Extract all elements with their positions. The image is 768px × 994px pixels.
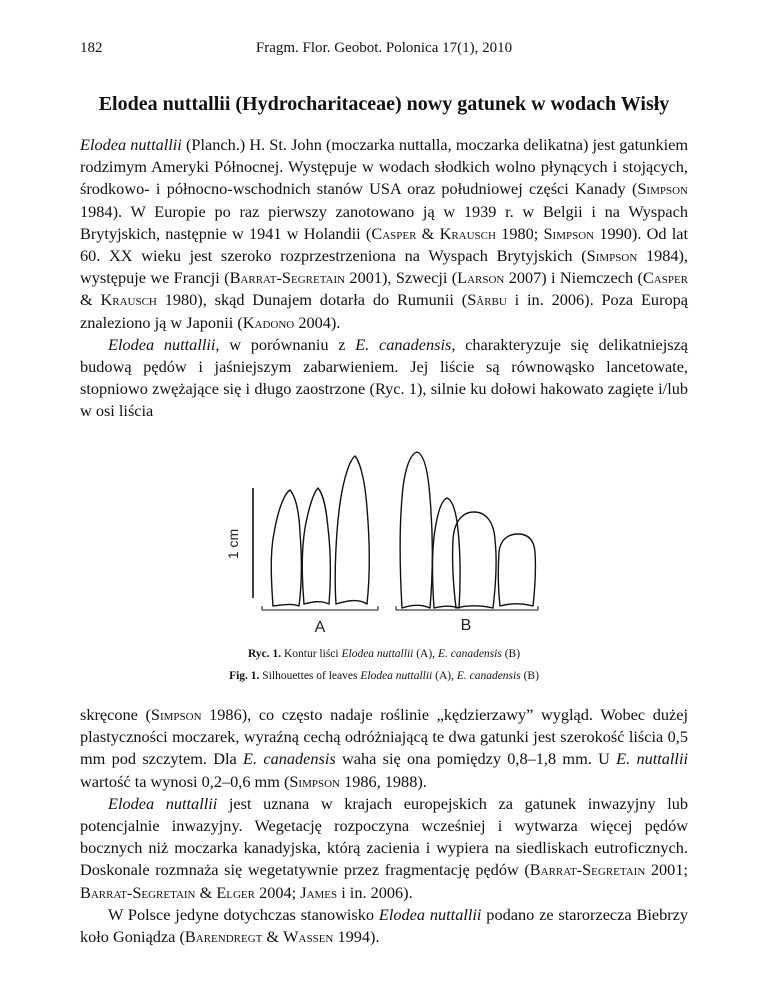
article-title: Elodea nuttallii (Hydrocharitaceae) nowy gatunek w wodach Wisły bbox=[98, 93, 670, 115]
leaf-a3 bbox=[335, 456, 369, 604]
leaf-silhouettes-drawing bbox=[80, 448, 688, 644]
figure-caption-polish: Ryc. 1. Kontur liści Elodea nuttallii (A), E. canadensis (B) bbox=[247, 648, 521, 660]
paragraph-1: Elodea nuttallii (Planch.) H. St. John (moczarka nuttalla, moczarka delikatna) jest gatunkiem rodzimym Ameryki Północnej. Występuje w wodach słodkich wolno płynących i stojących, środkowo- i północno-wschodnich stanów USA oraz południowej części Kanady (Simpson 1984). W Europie po raz pierwszy zanotowano ją w 1939 r. w Belgii i na Wyspach Brytyjskich, następnie w 1941 w Holandii (Casper & Krausch 1980; Simpson 1990). Od lat 60. XX wieku jest szeroko rozprzestrzeniona na Wyspach Brytyjskich (Simpson 1984), występuje we Francji (Barrat-Segretain 2001), Szwecji (Larson 2007) i Niemczech (Casper & Krausch 1980), skąd Dunajem dotarła do Rumunii (Sârbu i in. 2006). Poza Europą znaleziono ją w Japonii (Kadono 2004). bbox=[80, 135, 689, 332]
figure-caption-english: Fig. 1. Silhouettes of leaves Elodea nuttallii (A), E. canadensis (B) bbox=[229, 670, 539, 682]
figure-1 bbox=[80, 448, 688, 644]
page-number: 182 bbox=[80, 40, 103, 56]
scale-label: 1 cm bbox=[225, 528, 241, 560]
group-b-label: B bbox=[460, 617, 472, 634]
leaf-b2 bbox=[433, 498, 460, 608]
leaf-a2 bbox=[302, 488, 330, 604]
leaf-a1 bbox=[271, 490, 301, 606]
text-block-upper bbox=[80, 134, 688, 423]
group-a-label: A bbox=[314, 619, 326, 636]
paragraph-5: W Polsce jedyne dotychczas stanowisko Elodea nuttallii podano ze starorzecza Biebrzy koło Goniądza (Barendregt & Wassen 1994). bbox=[80, 904, 689, 947]
paragraph-2: Elodea nuttallii, w porównaniu z E. canadensis, charakteryzuje się delikatniejszą budową pędów i jaśniejszym zabarwieniem. Jej liście są równowąsko lancetowate, stopniowo zwężające się i długo zaostrzone (Ryc. 1), silnie ku dołowi hakowato zagięte i/lub w osi liścia bbox=[80, 334, 689, 421]
leaf-b4 bbox=[498, 534, 535, 606]
running-header bbox=[80, 40, 688, 62]
text-block-lower bbox=[80, 704, 688, 948]
paragraph-3: skręcone (Simpson 1986), co często nadaje roślinie „kędzierzawy” wygląd. Wobec dużej plastyczności moczarek, wyraźną cechą odróżniającą te dwa gatunki jest szerokość liścia 0,5 mm pod szczytem. Dla E. canadensis waha się ona pomiędzy 0,8–1,8 mm. U E. nuttallii wartość ta wynosi 0,2–0,6 mm (Simpson 1986, 1988). bbox=[80, 705, 689, 791]
journal-citation: Fragm. Flor. Geobot. Polonica 17(1), 2010 bbox=[255, 40, 513, 56]
paragraph-4: Elodea nuttallii jest uznana w krajach europejskich za gatunek inwazyjny lub potencjalnie inwazyjny. Wegetację rozpoczyna wcześniej i wytwarza więcej pędów bocznych niż moczarka kanadyjska, którą zacienia i wypiera na siedliskach eutroficznych. Doskonale rozmnaża się wegetatywnie przez fragmentację pędów (Barrat-Segretain 2001; Barrat-Segretain & Elger 2004; James i in. 2006). bbox=[80, 793, 689, 902]
leaf-b1 bbox=[400, 452, 432, 608]
